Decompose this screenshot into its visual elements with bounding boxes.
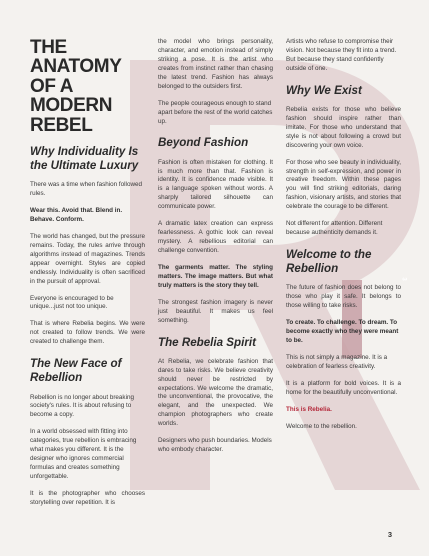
title-line-2: OF A MODERN [30, 75, 113, 117]
paragraph: Rebellion is no longer about breaking society's rules. It is about refusing to become a copy. [30, 393, 134, 419]
column-1 [30, 38, 145, 528]
heading-why-we-exist: Why We Exist [286, 83, 362, 97]
paragraph: A dramatic latex creation can express fearlessness. A gothic look can reveal mystery. A rebellious editorial can challenge convention. [158, 220, 273, 255]
article-columns [30, 38, 410, 528]
paragraph: That is where Rebelia begins. We were not created to follow trends. We were created to challenge them. [30, 320, 145, 346]
paragraph: For those who see beauty in individuality, strength in self-expression, and power in creative freedom. Within these pages you will find striking editorials, daring fashion, visionary artists, and stories that celebrate the courage to be different. [286, 158, 401, 211]
paragraph: The future of fashion does not belong to those who play it safe. It belongs to those willing to take risks. [286, 284, 401, 310]
page-number: 3 [387, 530, 392, 539]
paragraph: Fashion is often mistaken for clothing. It is much more than that. Fashion is identity. It is confidence made visible. It is a language spoken without words. A sharply tailored silhouette can communicate power. [158, 158, 273, 211]
paragraph: Welcome to the rebellion. [286, 422, 357, 430]
paragraph: At Rebelia, we celebrate fashion that dares to take risks. We believe creativity should never be restricted by expectations. We welcome the dramatic, the unconventional, the provocative, the elegant, and the unexpected. We champion photographers who create worlds. [158, 357, 273, 428]
paragraph: Everyone is encouraged to be unique...just not too unique. [30, 294, 114, 311]
paragraph: It is a platform for bold voices. It is a home for the beautifully unconventional. [286, 379, 401, 396]
side-page-marker: 3 [400, 277, 407, 281]
paragraph: The strongest fashion imagery is never just beautiful. It makes us feel something. [158, 298, 273, 324]
paragraph: Not different for attention. Different because authenticity demands it. [286, 220, 383, 237]
paragraph: In a world obsessed with fitting into categories, true rebellion is embracing what makes you different. It is the designer who ignores commercial formulas and creates something unforgettable. [30, 428, 137, 480]
paragraph: There was a time when fashion followed rules. [30, 181, 143, 198]
paragraph: This is not simply a magazine. It is a celebration of fearless creativity. [286, 353, 388, 370]
paragraph: Designers who push boundaries. Models who embody character. [158, 437, 272, 454]
paragraph-bold: The garments matter. The styling matters. The image matters. But what truly matters is the story they tell. [158, 263, 273, 289]
column-2 [158, 38, 273, 528]
heading-welcome: Welcome to the Rebellion [286, 248, 372, 276]
title-line-3: REBEL [30, 114, 93, 136]
paragraph-bold: Wear this. Avoid that. Blend in. Behave. Conform. [30, 207, 123, 223]
heading-new-face: The New Face of Rebellion [30, 357, 122, 385]
paragraph: Artists who refuse to compromise their vision. Not because they fit into a trend. But because they stand confidently outside of one. [286, 38, 397, 72]
column-3 [286, 38, 401, 528]
paragraph-bold: To create. To challenge. To dream. To become exactly who they were meant to be. [286, 319, 399, 345]
heading-beyond-fashion: Beyond Fashion [158, 136, 249, 150]
paragraph: the model who brings personality, character, and emotion instead of simply striking a pose. It is the artist who creates from instinct rather than chasing the latest trend. Fashion has always belonged to the outsiders first. [158, 38, 273, 90]
title-line-1: THE ANATOMY [30, 37, 122, 78]
heading-rebelia-spirit: The Rebelia Spirit [158, 335, 256, 349]
paragraph: It is the photographer who chooses storytelling over repetition. It is [30, 489, 145, 506]
article-title [30, 38, 145, 135]
paragraph: Rebelia exists for those who believe fashion should inspire rather than imitate. For those who understand that style is not about following a crowd but discovering your own voice. [286, 105, 401, 149]
paragraph: The people courageous enough to stand apart before the rest of the world catches up. [158, 99, 273, 125]
heading-why-individuality: Why Individuality Is the Ultimate Luxury [30, 144, 139, 173]
paragraph: The world has changed, but the pressure remains. Today, the rules arrive through algorithms instead of magazines. Trends appear overnight. Styles are copied endlessly. Individuality is often sacrificed in the pursuit of approval. [30, 232, 145, 285]
paragraph-accent: This is Rebelia. [286, 405, 332, 413]
